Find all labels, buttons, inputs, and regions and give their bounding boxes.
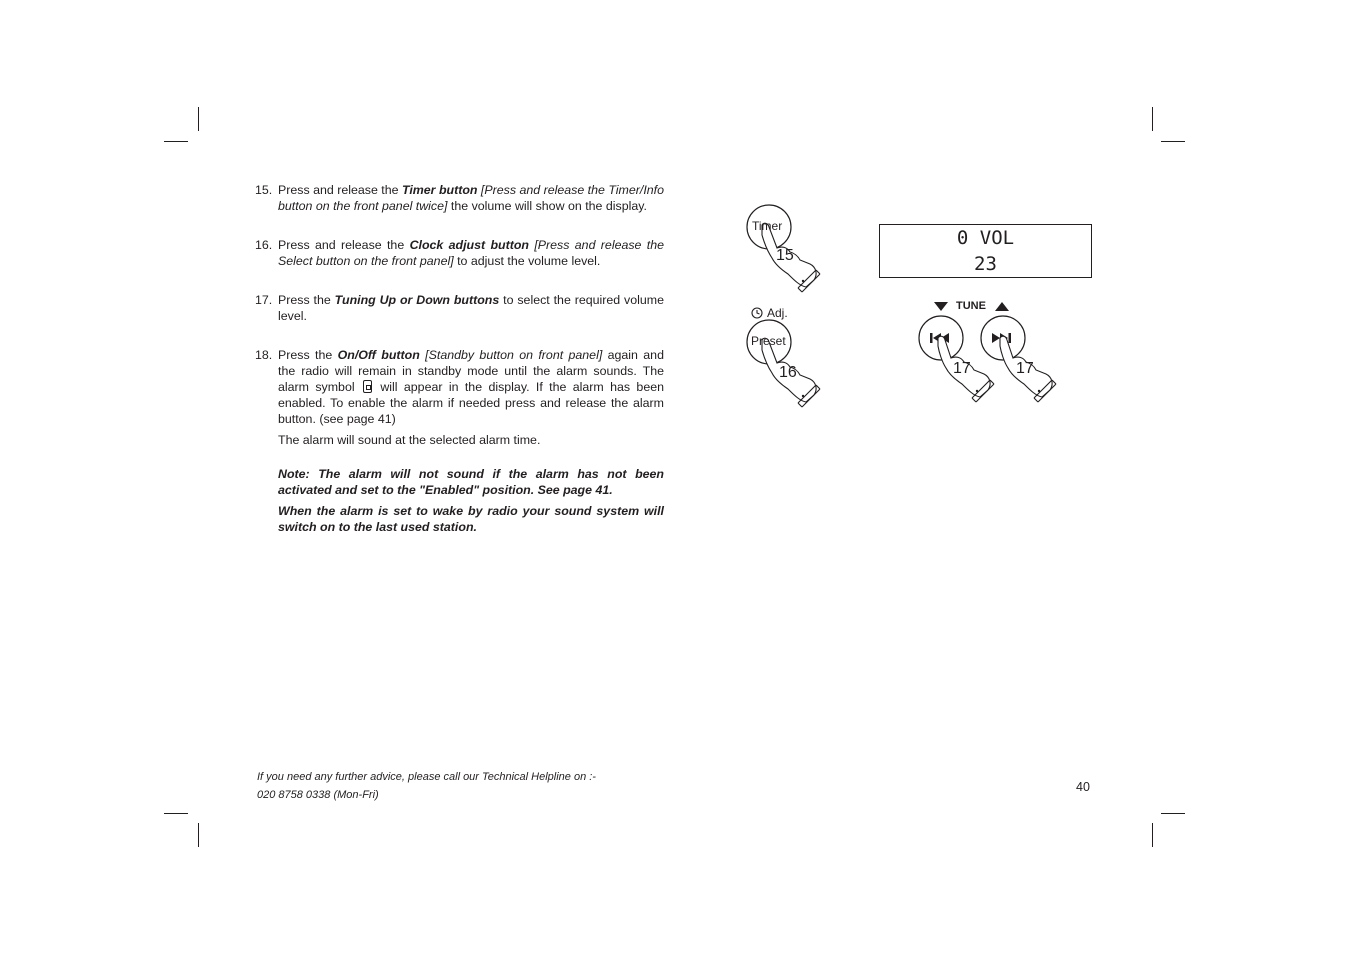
note-text: When the alarm is set to wake by radio your sound system will switch on to the last used station. xyxy=(278,504,664,534)
adj-label: Adj. xyxy=(767,306,788,320)
crop-mark xyxy=(198,107,199,131)
preset-step-number: 16 xyxy=(779,364,797,381)
step-text-run: [Press and release the Select button on the front panel] xyxy=(278,238,664,268)
alarm-symbol-icon xyxy=(363,380,372,393)
step-text-run: Press and release the xyxy=(278,183,402,197)
tune-down-step-number: 17 xyxy=(953,360,971,377)
step-text-run: to adjust the volume level. xyxy=(453,254,601,268)
preset-button-label: Preset xyxy=(751,334,786,348)
timer-step-number: 15 xyxy=(776,247,794,264)
instruction-list xyxy=(255,182,664,540)
tune-label: TUNE xyxy=(956,300,986,312)
step-text-run: Tuning Up or Down buttons xyxy=(334,293,500,307)
preset-button-illustration xyxy=(740,315,830,410)
timer-button-label: Timer xyxy=(752,219,783,233)
crop-mark xyxy=(1152,823,1153,847)
lcd-display xyxy=(879,224,1092,278)
lcd-line-2: 23 xyxy=(974,253,997,275)
note-block xyxy=(255,466,664,535)
step-number: 16. xyxy=(255,238,273,252)
crop-mark xyxy=(164,813,188,814)
crop-mark xyxy=(164,141,188,142)
step-16 xyxy=(255,237,664,269)
step-18 xyxy=(255,347,664,448)
lcd-line-1: 0 VOL xyxy=(956,227,1015,249)
step-text: Press the On/Off button [Standby button on front panel] again and the radio will remain in standby mode until the alarm sounds. The alarm symbol will appear in the display. If the alarm has been enabled. To enable the alarm if needed press and release the alarm button. (see page 41) xyxy=(278,348,664,426)
step-text xyxy=(278,292,664,324)
step-text-run: Timer button xyxy=(401,183,478,197)
step-text: The alarm will sound at the selected alarm time. xyxy=(278,433,541,447)
crop-mark xyxy=(1161,813,1185,814)
step-text xyxy=(278,182,664,214)
step-15 xyxy=(255,182,664,214)
cuff-dot xyxy=(802,280,804,282)
tune-up-step-number: 17 xyxy=(1016,360,1034,377)
step-text-run: to select the required volume level. xyxy=(278,293,664,323)
crop-mark xyxy=(198,823,199,847)
step-number: 17. xyxy=(255,293,273,307)
step-number: 18. xyxy=(255,348,273,362)
step-text xyxy=(278,237,664,269)
cuff-dot xyxy=(802,395,804,397)
helpline-phone: 020 8758 0338 (Mon-Fri) xyxy=(257,789,379,801)
step-number: 15. xyxy=(255,183,273,197)
step-text-run: Clock adjust button xyxy=(409,238,529,252)
crop-mark xyxy=(1152,107,1153,131)
step-text-run: the volume will show on the display. xyxy=(447,199,647,213)
step-text-run: Press the xyxy=(278,293,335,307)
step-17 xyxy=(255,292,664,324)
footer xyxy=(257,768,596,804)
helpline-text: If you need any further advice, please call our Technical Helpline on :- xyxy=(257,771,596,783)
tune-up-button-illustration xyxy=(974,310,1064,405)
step-text-run: Press and release the xyxy=(278,238,410,252)
step-text-run: [Press and release the Timer/Info button on the front panel twice] xyxy=(278,183,665,213)
page-number: 40 xyxy=(1076,780,1090,794)
cuff-dot xyxy=(1038,390,1040,392)
note-text: Note: The alarm will not sound if the alarm has not been activated and set to the "Enabled" position. See page 41. xyxy=(278,467,664,497)
crop-mark xyxy=(1161,141,1185,142)
